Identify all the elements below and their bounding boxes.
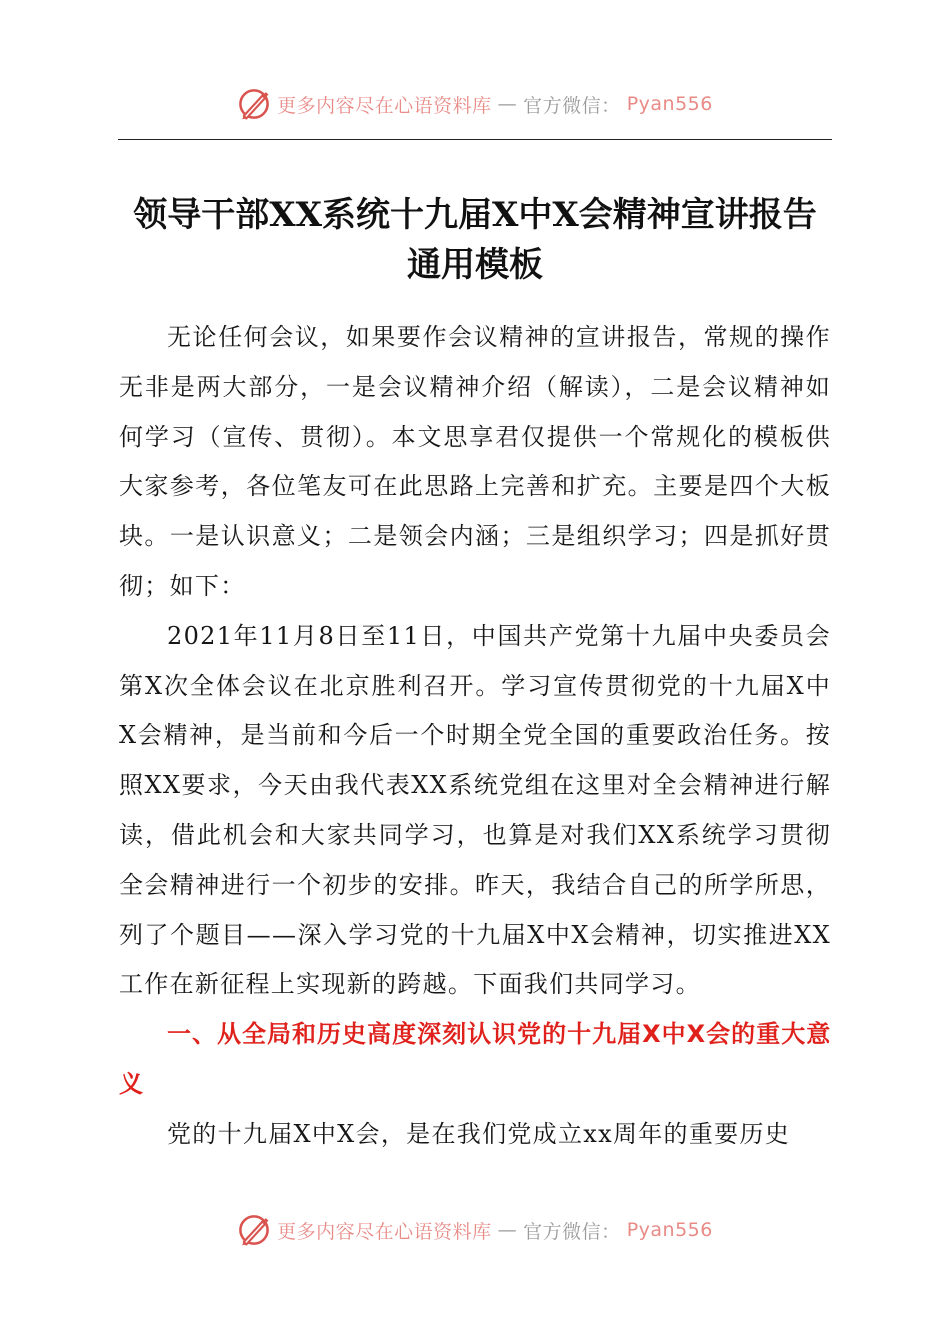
footer-watermark bbox=[0, 1210, 950, 1250]
watermark-site-text: 更多内容尽在心语资料库 bbox=[277, 1220, 492, 1243]
paragraph-intro: 无论任何会议，如果要作会议精神的宣讲报告，常规的操作无非是两大部分，一是会议精神介绍（解读），二是会议精神如何学习（宣传、贯彻）。本文思享君仅提供一个常规化的模板供大家参考，各位笔友可在此思路上完善和扩充。主要是四个大板块。一是认识意义；二是领会内涵；三是组织学习；四是抓好贯彻；如下： bbox=[119, 323, 831, 600]
watermark-account: Pyan556 bbox=[626, 93, 713, 115]
pen-logo-icon bbox=[237, 87, 271, 121]
document-title: 领导干部XX系统十九届X中X会精神宣讲报告通用模板 bbox=[133, 195, 817, 285]
watermark-account: Pyan556 bbox=[626, 1219, 713, 1241]
header-divider bbox=[118, 139, 832, 140]
pen-logo-icon bbox=[237, 1213, 271, 1247]
watermark-label: 官方微信： bbox=[523, 94, 621, 117]
header-watermark bbox=[0, 84, 950, 124]
watermark-label: 官方微信： bbox=[523, 1220, 621, 1243]
watermark-separator: — bbox=[497, 93, 518, 115]
paragraph-opening: 2021年11月8日至11日，中国共产党第十九届中央委员会第X次全体会议在北京胜利召开。学习宣传贯彻党的十九届X中X会精神，是当前和今后一个时期全党全国的重要政治任务。按照XX要求，今天由我代表XX系统党组在这里对全会精神进行解读，借此机会和大家共同学习，也算是对我们XX系统学习贯彻全会精神进行一个初步的安排。昨天，我结合自己的所学所思，列了个题目——深入学习党的十九届X中X会精神，切实推进XX工作在新征程上实现新的跨越。下面我们共同学习。 bbox=[119, 621, 831, 999]
paragraph-section-1: 党的十九届X中X会，是在我们党成立xx周年的重要历史 bbox=[167, 1119, 791, 1148]
section-heading-1: 一、从全局和历史高度深刻认识党的十九届X中X会的重大意义 bbox=[119, 1020, 831, 1098]
watermark-site-text: 更多内容尽在心语资料库 bbox=[277, 94, 492, 117]
document-body bbox=[119, 313, 831, 1160]
watermark-separator: — bbox=[497, 1219, 518, 1241]
watermark-line bbox=[237, 1213, 713, 1247]
watermark-line bbox=[237, 87, 713, 121]
